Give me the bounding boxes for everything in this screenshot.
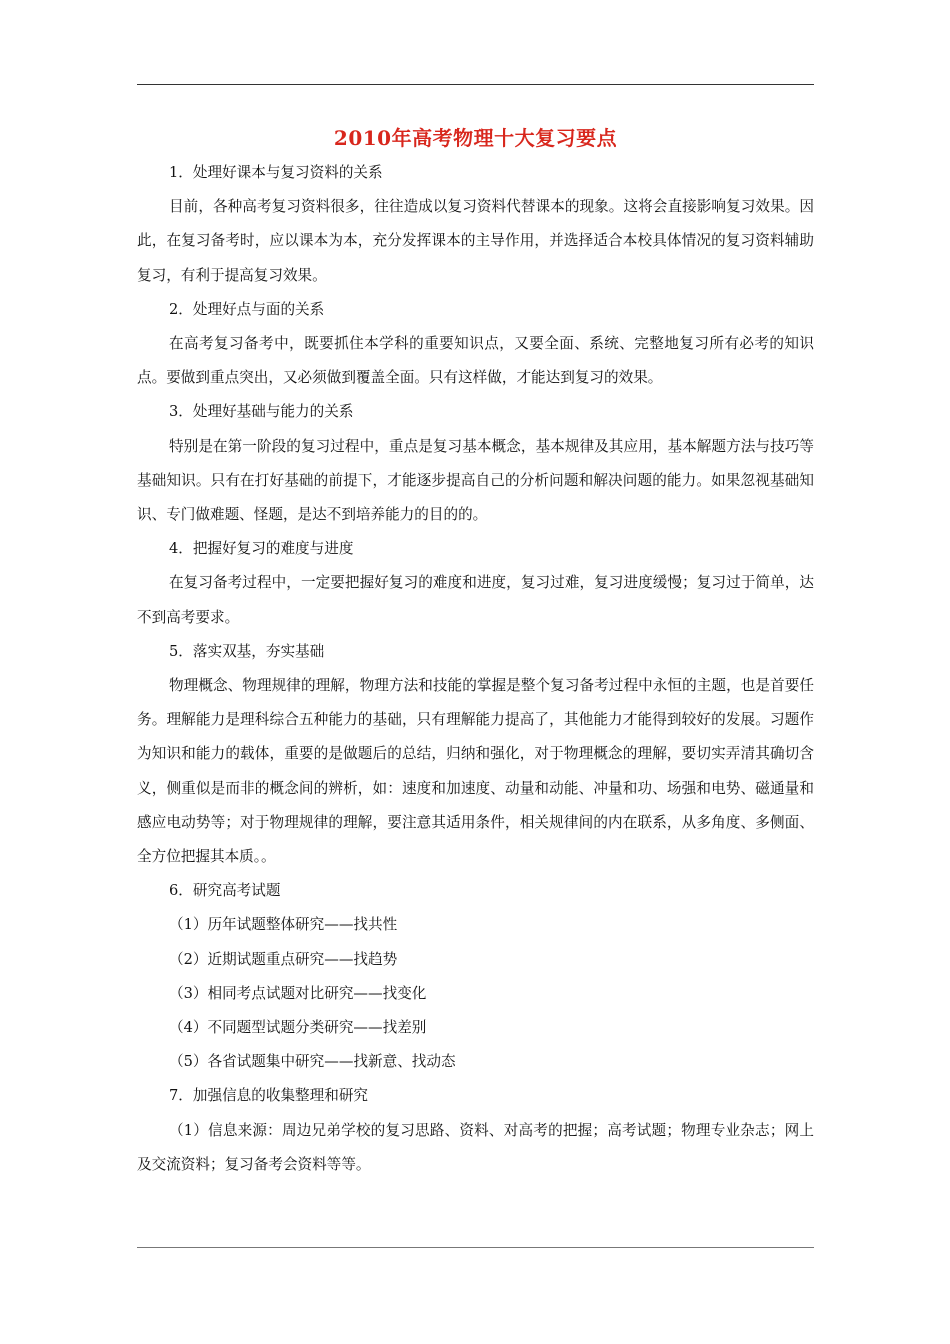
section-1-body: 目前，各种高考复习资料很多，往往造成以复习资料代替课本的现象。这将会直接影响复习效果。因此，在复习备考时，应以课本为本，充分发挥课本的主导作用，并选择适合本校具体情况的复习资料辅助复习，有利于提高复习效果。 xyxy=(137,198,814,284)
section-2-heading: 2．处理好点与面的关系 xyxy=(169,300,325,318)
section-7-heading: 7．加强信息的收集整理和研究 xyxy=(169,1087,369,1105)
section-6-heading: 6．研究高考试题 xyxy=(169,882,281,900)
section-4-body: 在复习备考过程中，一定要把握好复习的难度和进度，复习过难，复习进度缓慢；复习过于简单，达不到高考要求。 xyxy=(137,574,814,626)
section-3-body: 特别是在第一阶段的复习过程中，重点是复习基本概念，基本规律及其应用，基本解题方法与技巧等基础知识。只有在打好基础的前提下，才能逐步提高自己的分析问题和解决问题的能力。如果忽视基础知识、专门做难题、怪题，是达不到培养能力的目的的。 xyxy=(137,437,814,524)
section-4-heading: 4．把握好复习的难度与进度 xyxy=(169,540,354,558)
section-5-body: 物理概念、物理规律的理解，物理方法和技能的掌握是整个复习备考过程中永恒的主题，也是首要任务。理解能力是理科综合五种能力的基础，只有理解能力提高了，其他能力才能得到较好的发展。习题作为知识和能力的载体，重要的是做题后的总结，归纳和强化，对于物理概念的理解，要切实弄清其确切含义，侧重似是而非的概念间的辨析，如：速度和加速度、动量和动能、冲量和功、场强和电势、磁通量和感应电动势等；对于物理规律的理解，要注意其适用条件，相关规律间的内在联系，从多角度、多侧面、全方位把握其本质。。 xyxy=(137,677,814,866)
document-title: 2010年高考物理十大复习要点 xyxy=(333,126,618,150)
list-item: （1）历年试题整体研究——找共性 xyxy=(169,916,398,934)
list-item: （2）近期试题重点研究——找趋势 xyxy=(169,950,398,968)
list-item: （4）不同题型试题分类研究——找差别 xyxy=(169,1019,427,1037)
section-2-body: 在高考复习备考中，既要抓住本学科的重要知识点，又要全面、系统、完整地复习所有必考的知识点。要做到重点突出，又必须做到覆盖全面。只有这样做，才能达到复习的效果。 xyxy=(137,335,814,387)
header-rule xyxy=(137,84,814,85)
section-3-heading: 3．处理好基础与能力的关系 xyxy=(169,403,354,421)
footer-rule xyxy=(137,1247,814,1248)
section-1-heading: 1．处理好课本与复习资料的关系 xyxy=(169,164,383,181)
list-item: （3）相同考点试题对比研究——找变化 xyxy=(169,984,427,1002)
document-body xyxy=(137,156,814,1182)
section-5-heading: 5．落实双基，夯实基础 xyxy=(169,642,325,660)
list-item: （5）各省试题集中研究——找新意、找动态 xyxy=(169,1053,456,1071)
section-7-body: （1）信息来源：周边兄弟学校的复习思路、资料、对高考的把握；高考试题；物理专业杂志；网上及交流资料；复习备考会资料等等。 xyxy=(137,1121,814,1173)
